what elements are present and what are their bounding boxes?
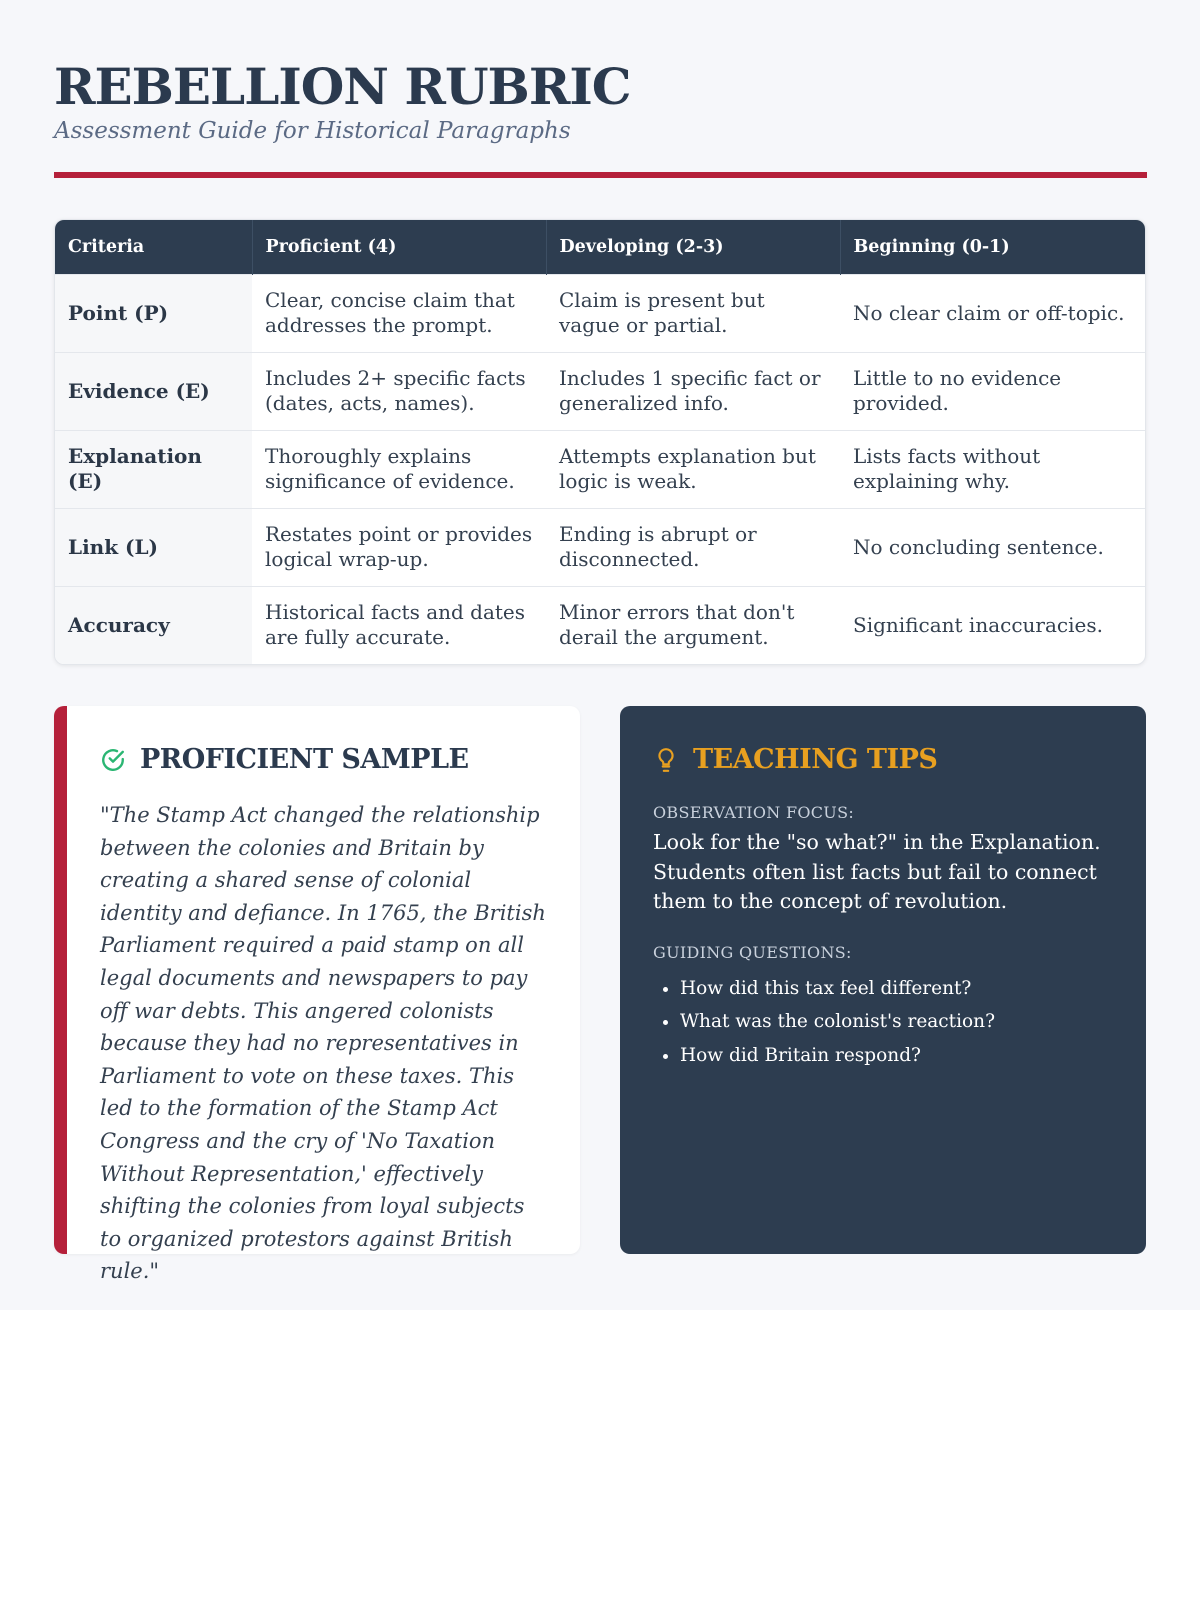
proficient-cell: Thoroughly explains significance of evidence. [252, 430, 546, 508]
criteria-cell: Point (P) [55, 274, 252, 352]
guiding-questions-label: GUIDING QUESTIONS: [653, 942, 852, 962]
tips-card-header [653, 744, 1113, 775]
sample-card-header [100, 744, 547, 775]
developing-cell: Includes 1 specific fact or generalized info. [546, 352, 840, 430]
teaching-tips-card [620, 706, 1146, 1254]
beginning-cell: Lists facts without explaining why. [840, 430, 1145, 508]
title-divider [54, 172, 1147, 178]
sample-card-title: PROFICIENT SAMPLE [140, 744, 469, 775]
proficient-cell: Clear, concise claim that addresses the prompt. [252, 274, 546, 352]
criteria-cell: Accuracy [55, 586, 252, 664]
check-circle-icon [100, 747, 126, 773]
list-item: • How did this tax feel different? [680, 972, 1113, 1006]
developing-cell: Ending is abrupt or disconnected. [546, 508, 840, 586]
header-criteria: Criteria [55, 220, 252, 274]
beginning-cell: Significant inaccuracies. [840, 586, 1145, 664]
rubric-table [54, 219, 1146, 665]
list-item: • What was the colonist's reaction? [680, 1005, 1113, 1039]
table-row [55, 586, 1145, 664]
table-row [55, 430, 1145, 508]
observation-focus-text: Look for the "so what?" in the Explanation. Students often list facts but fail to connect them to the concept of revolution. [653, 830, 1101, 913]
table-row [55, 352, 1145, 430]
bottom-cards [54, 706, 1146, 1284]
page-subtitle: Assessment Guide for Historical Paragraphs [54, 118, 571, 144]
lightbulb-icon [653, 747, 679, 773]
table-header-row [55, 220, 1145, 274]
header-developing: Developing (2-3) [546, 220, 840, 274]
proficient-sample-card [54, 706, 580, 1284]
proficient-cell: Includes 2+ specific facts (dates, acts, names). [252, 352, 546, 430]
criteria-cell: Evidence (E) [55, 352, 252, 430]
list-item: • How did Britain respond? [680, 1039, 1113, 1073]
guiding-questions-list [653, 972, 1113, 1073]
tips-card-title: TEACHING TIPS [693, 744, 938, 775]
developing-cell: Minor errors that don't derail the argument. [546, 586, 840, 664]
observation-focus-label: OBSERVATION FOCUS: [653, 803, 855, 822]
proficient-cell: Restates point or provides logical wrap-up. [252, 508, 546, 586]
proficient-cell: Historical facts and dates are fully accurate. [252, 586, 546, 664]
page-title: REBELLION RUBRIC [54, 57, 631, 116]
developing-cell: Attempts explanation but logic is weak. [546, 430, 840, 508]
table-row [55, 508, 1145, 586]
beginning-cell: No clear claim or off-topic. [840, 274, 1145, 352]
header-beginning: Beginning (0-1) [840, 220, 1145, 274]
header-proficient: Proficient (4) [252, 220, 546, 274]
beginning-cell: No concluding sentence. [840, 508, 1145, 586]
developing-cell: Claim is present but vague or partial. [546, 274, 840, 352]
criteria-cell: Link (L) [55, 508, 252, 586]
criteria-cell: Explanation (E) [55, 430, 252, 508]
beginning-cell: Little to no evidence provided. [840, 352, 1145, 430]
table-row [55, 274, 1145, 352]
sample-paragraph: "The Stamp Act changed the relationship between the colonies and Britain by creating a shared sense of colonial identity and defiance. In 1765, the British Parliament required a paid stamp on all legal documents and newspapers to pay off war debts. This angered colonists because they had no representatives in Parliament to vote on these taxes. This led to the formation of the Stamp Act Congress and the cry of 'No Taxation Without Representation,' effectively shifting the colonies from loyal subjects to organized protestors against British rule." [100, 803, 546, 1284]
